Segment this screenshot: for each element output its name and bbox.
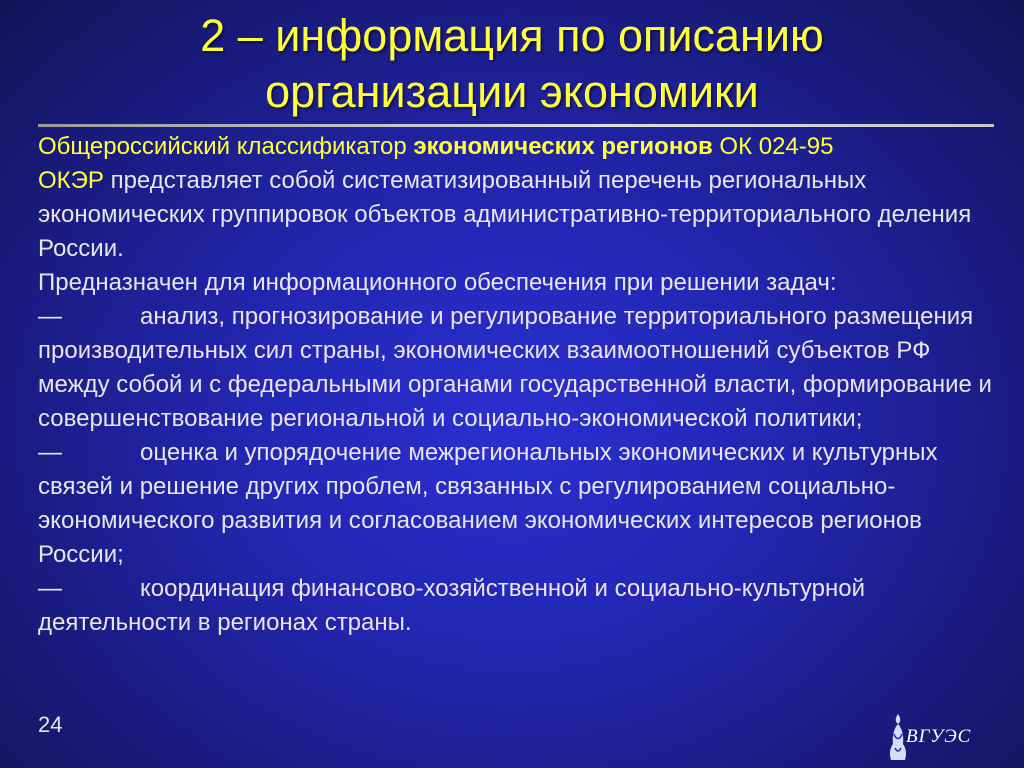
slide-body [38, 130, 998, 640]
intro-text-part5: представляет собой систематизированный перечень региональных экономических группировок объектов административно-территориального деления России. [38, 167, 972, 262]
dash-marker: — [38, 439, 62, 466]
title-line-2: организации экономики [265, 66, 759, 117]
intro-text-part1: Общероссийский классификатор [38, 133, 414, 160]
title-line-1: 2 – информация по описанию [200, 10, 824, 61]
list-item-text: анализ, прогнозирование и регулирование территориального размещения производительных сил страны, экономических взаимоотношений субъектов РФ между собой и с федеральными органами государственной власти, формирование и совершенствование региональной и социально-экономической политики; [38, 303, 992, 432]
university-logo [886, 712, 990, 762]
page-number: 24 [38, 712, 63, 737]
purpose-paragraph: Предназначен для информационного обеспечения при решении задач: [38, 269, 837, 296]
list-item-text: оценка и упорядочение межрегиональных экономических и культурных связей и решение других проблем, связанных с регулированием социально-экономического развития и согласованием экономических интересов регионов России; [38, 439, 938, 568]
slide-title [0, 8, 1024, 120]
title-divider [38, 124, 994, 127]
list-item-text: координация финансово-хозяйственной и социально-культурной деятельности в регионах страны. [38, 575, 866, 636]
list-item [38, 572, 998, 640]
intro-text-part3: ОК 024-95 [712, 133, 834, 160]
intro-paragraph [38, 130, 998, 266]
intro-text-abbrev: ОКЭР [38, 167, 104, 194]
list-item [38, 300, 998, 436]
dash-marker: — [38, 303, 62, 330]
logo-text: ВГУЭС [906, 726, 972, 747]
list-item [38, 436, 998, 572]
intro-text-bold: экономических регионов [413, 133, 713, 160]
dash-marker: — [38, 575, 62, 602]
